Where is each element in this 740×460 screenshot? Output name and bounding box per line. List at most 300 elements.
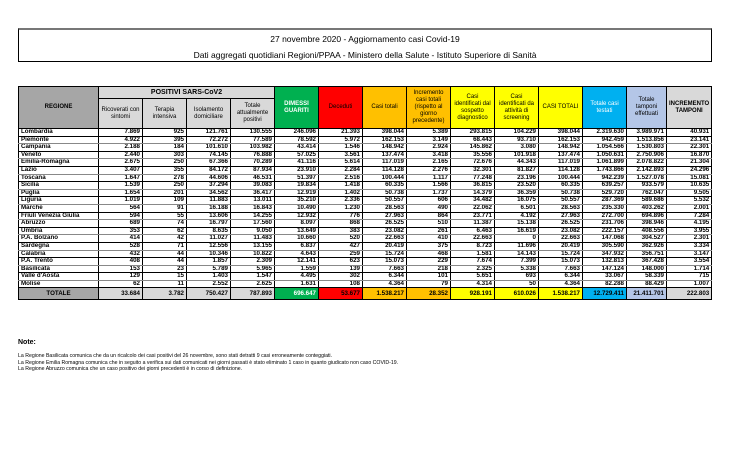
cell-casi-totali: 20.419 (363, 242, 407, 250)
cell-incremento-tamponi: 2.001 (667, 204, 712, 212)
cell-deceduti: 520 (319, 235, 363, 243)
cell-ricoverati: 7.869 (99, 129, 143, 137)
cell-casi-totali-caps: 26.525 (539, 220, 583, 228)
cell-sospetto: 36.815 (451, 182, 495, 190)
cell-isolamento: 12.556 (187, 242, 231, 250)
table-row (19, 273, 712, 281)
total-incremento: 28.352 (407, 288, 451, 300)
cell-incremento-tamponi: 21.304 (667, 159, 712, 167)
cell-tamponi: 148.000 (627, 265, 667, 273)
cell-casi-totali-caps: 162.153 (539, 136, 583, 144)
cell-sospetto: 5.651 (451, 273, 495, 281)
cell-guariti: 8.097 (275, 220, 319, 228)
cell-sospetto: 32.301 (451, 166, 495, 174)
cell-casi-totali-caps: 50.738 (539, 189, 583, 197)
cell-tamponi: 3.989.971 (627, 129, 667, 137)
cell-regione: Lazio (19, 166, 99, 174)
cell-tamponi: 408.556 (627, 227, 667, 235)
table-row (19, 212, 712, 220)
cell-sospetto: 22.663 (451, 235, 495, 243)
cell-terapia: 109 (143, 197, 187, 205)
cell-ricoverati: 528 (99, 242, 143, 250)
cell-casi-totali: 4.364 (363, 280, 407, 288)
cell-totale-positivi: 130.555 (231, 129, 275, 137)
cell-sospetto: 2.325 (451, 265, 495, 273)
cell-casi-totali-caps: 60.335 (539, 182, 583, 190)
cell-screening: 16.075 (495, 197, 539, 205)
cell-regione: Campania (19, 144, 99, 152)
cell-testati: 222.157 (583, 227, 627, 235)
header-terapia: Terapia intensiva (143, 99, 187, 129)
header-casi-totali-caps: CASI TOTALI (539, 87, 583, 129)
cell-deceduti: 2.284 (319, 166, 363, 174)
table-row (19, 166, 712, 174)
cell-regione: Piemonte (19, 136, 99, 144)
cell-regione: Valle d'Aosta (19, 273, 99, 281)
cell-isolamento: 16.797 (187, 220, 231, 228)
cell-guariti: 19.834 (275, 182, 319, 190)
cell-isolamento: 2.552 (187, 280, 231, 288)
cell-screening: 101.918 (495, 151, 539, 159)
cell-sospetto: 23.771 (451, 212, 495, 220)
cell-testati: 1.054.566 (583, 144, 627, 152)
cell-ricoverati: 2.675 (99, 159, 143, 167)
cell-regione: Emilia-Romagna (19, 159, 99, 167)
cell-ricoverati: 414 (99, 235, 143, 243)
cell-incremento: 101 (407, 273, 451, 281)
cell-incremento: 375 (407, 242, 451, 250)
cell-screening: 11.696 (495, 242, 539, 250)
cell-ricoverati: 432 (99, 250, 143, 258)
cell-isolamento: 16.188 (187, 204, 231, 212)
total-casi-totali-caps: 1.538.217 (539, 288, 583, 300)
cell-terapia: 303 (143, 151, 187, 159)
cell-totale-positivi: 9.050 (231, 227, 275, 235)
cell-totale-positivi: 5.965 (231, 265, 275, 273)
cell-testati: 1.050.631 (583, 151, 627, 159)
total-sospetto: 928.191 (451, 288, 495, 300)
cell-tamponi: 398.946 (627, 220, 667, 228)
cell-isolamento: 101.610 (187, 144, 231, 152)
cell-isolamento: 5.789 (187, 265, 231, 273)
cell-casi-totali: 60.335 (363, 182, 407, 190)
cell-incremento: 2.276 (407, 166, 451, 174)
cell-guariti: 51.397 (275, 174, 319, 182)
cell-casi-totali-caps: 137.474 (539, 151, 583, 159)
cell-tamponi: 589.686 (627, 197, 667, 205)
covid-data-table (18, 86, 712, 300)
cell-testati: 639.257 (583, 182, 627, 190)
table-row (19, 159, 712, 167)
total-incremento-tamponi: 222.803 (667, 288, 712, 300)
cell-testati: 305.590 (583, 242, 627, 250)
table-row (19, 258, 712, 266)
cell-screening: 36.359 (495, 189, 539, 197)
cell-casi-totali: 28.563 (363, 204, 407, 212)
cell-casi-totali: 398.044 (363, 129, 407, 137)
total-regione: TOTALE (19, 288, 99, 300)
cell-casi-totali-caps: 23.082 (539, 227, 583, 235)
cell-deceduti: 427 (319, 242, 363, 250)
table-row (19, 197, 712, 205)
cell-deceduti: 5.972 (319, 136, 363, 144)
cell-tamponi: 933.579 (627, 182, 667, 190)
table-row (19, 235, 712, 243)
cell-screening: 3.080 (495, 144, 539, 152)
cell-incremento: 510 (407, 220, 451, 228)
cell-terapia: 925 (143, 129, 187, 137)
cell-terapia: 250 (143, 182, 187, 190)
cell-screening: 93.710 (495, 136, 539, 144)
cell-regione: Calabria (19, 250, 99, 258)
cell-screening: 16.619 (495, 227, 539, 235)
table-row (19, 182, 712, 190)
total-row (19, 288, 712, 300)
cell-incremento: 1.737 (407, 189, 451, 197)
cell-incremento: 229 (407, 258, 451, 266)
cell-deceduti: 868 (319, 220, 363, 228)
cell-isolamento: 44.606 (187, 174, 231, 182)
table-row (19, 280, 712, 288)
cell-guariti: 41.116 (275, 159, 319, 167)
cell-deceduti: 1.402 (319, 189, 363, 197)
cell-isolamento: 72.272 (187, 136, 231, 144)
cell-casi-totali: 15.724 (363, 250, 407, 258)
header-isolamento: Isolamento domiciliare (187, 99, 231, 129)
cell-totale-positivi: 2.309 (231, 258, 275, 266)
cell-deceduti: 383 (319, 227, 363, 235)
cell-incremento: 864 (407, 212, 451, 220)
cell-totale-positivi: 17.560 (231, 220, 275, 228)
cell-sospetto: 11.387 (451, 220, 495, 228)
cell-incremento-tamponi: 16.870 (667, 151, 712, 159)
cell-casi-totali: 23.082 (363, 227, 407, 235)
table-row (19, 250, 712, 258)
cell-testati: 231.706 (583, 220, 627, 228)
cell-incremento: 606 (407, 197, 451, 205)
cell-guariti: 12.919 (275, 189, 319, 197)
cell-casi-totali-caps: 398.044 (539, 129, 583, 137)
cell-testati: 529.720 (583, 189, 627, 197)
cell-regione: Abruzzo (19, 220, 99, 228)
table-row (19, 265, 712, 273)
cell-terapia: 23 (143, 265, 187, 273)
cell-deceduti: 776 (319, 212, 363, 220)
cell-incremento-tamponi: 2.301 (667, 235, 712, 243)
total-casi-totali: 1.538.217 (363, 288, 407, 300)
cell-deceduti: 3.561 (319, 151, 363, 159)
cell-casi-totali: 50.557 (363, 197, 407, 205)
cell-isolamento: 11.883 (187, 197, 231, 205)
cell-casi-totali-caps: 15.724 (539, 250, 583, 258)
cell-tamponi: 1.527.078 (627, 174, 667, 182)
cell-screening: 6.501 (495, 204, 539, 212)
cell-incremento: 5.389 (407, 129, 451, 137)
cell-terapia: 250 (143, 159, 187, 167)
header-casi-totali: Casi totali (363, 87, 407, 129)
table-row (19, 242, 712, 250)
cell-sospetto: 14.379 (451, 189, 495, 197)
cell-guariti: 43.414 (275, 144, 319, 152)
cell-guariti: 1.631 (275, 280, 319, 288)
cell-totale-positivi: 36.417 (231, 189, 275, 197)
cell-casi-totali-caps: 114.128 (539, 166, 583, 174)
cell-incremento-tamponi: 7.284 (667, 212, 712, 220)
cell-testati: 82.288 (583, 280, 627, 288)
cell-tamponi: 58.339 (627, 273, 667, 281)
cell-testati: 1.743.866 (583, 166, 627, 174)
cell-screening: 0 (495, 235, 539, 243)
cell-guariti: 12.932 (275, 212, 319, 220)
cell-sospetto: 293.815 (451, 129, 495, 137)
cell-casi-totali-caps: 50.557 (539, 197, 583, 205)
cell-incremento: 2.165 (407, 159, 451, 167)
cell-casi-totali: 26.525 (363, 220, 407, 228)
cell-screening: 15.138 (495, 220, 539, 228)
table-row (19, 151, 712, 159)
cell-sospetto: 72.676 (451, 159, 495, 167)
cell-isolamento: 10.346 (187, 250, 231, 258)
table-row (19, 136, 712, 144)
cell-terapia: 91 (143, 204, 187, 212)
cell-casi-totali: 7.663 (363, 265, 407, 273)
notes-heading: Note: (18, 339, 36, 346)
cell-casi-totali-caps: 117.019 (539, 159, 583, 167)
cell-guariti: 23.910 (275, 166, 319, 174)
cell-deceduti: 623 (319, 258, 363, 266)
cell-incremento-tamponi: 4.195 (667, 220, 712, 228)
cell-guariti: 10.490 (275, 204, 319, 212)
cell-ricoverati: 2.440 (99, 151, 143, 159)
cell-casi-totali-caps: 22.663 (539, 235, 583, 243)
cell-tamponi: 1.530.803 (627, 144, 667, 152)
cell-incremento-tamponi: 15.081 (667, 174, 712, 182)
cell-regione: P.A. Trento (19, 258, 99, 266)
cell-totale-positivi: 16.843 (231, 204, 275, 212)
cell-ricoverati: 1.539 (99, 182, 143, 190)
cell-incremento: 468 (407, 250, 451, 258)
cell-tamponi: 2.750.906 (627, 151, 667, 159)
cell-guariti: 246.096 (275, 129, 319, 137)
cell-ricoverati: 689 (99, 220, 143, 228)
cell-incremento-tamponi: 1.714 (667, 265, 712, 273)
cell-ricoverati: 408 (99, 258, 143, 266)
cell-incremento-tamponi: 715 (667, 273, 712, 281)
cell-testati: 132.813 (583, 258, 627, 266)
header-positivi-group: POSITIVI SARS-CoV2 (99, 87, 275, 99)
cell-sospetto: 145.862 (451, 144, 495, 152)
cell-ricoverati: 62 (99, 280, 143, 288)
cell-terapia: 278 (143, 174, 187, 182)
cell-ricoverati: 3.407 (99, 166, 143, 174)
header-guariti: DIMESSI GUARITI (275, 87, 319, 129)
header-deceduti: Deceduti (319, 87, 363, 129)
cell-terapia: 395 (143, 136, 187, 144)
cell-guariti: 35.210 (275, 197, 319, 205)
cell-totale-positivi: 10.822 (231, 250, 275, 258)
report-subtitle: Dati aggregati quotidiani Regioni/PPAA - Ministero della Salute - Istituto Superiore di Sanità (193, 50, 537, 60)
cell-regione: P.A. Bolzano (19, 235, 99, 243)
cell-casi-totali: 117.019 (363, 159, 407, 167)
cell-terapia: 15 (143, 273, 187, 281)
cell-isolamento: 67.366 (187, 159, 231, 167)
cell-totale-positivi: 76.888 (231, 151, 275, 159)
cell-sospetto: 34.482 (451, 197, 495, 205)
cell-terapia: 11 (143, 280, 187, 288)
cell-ricoverati: 129 (99, 273, 143, 281)
cell-incremento: 218 (407, 265, 451, 273)
cell-tamponi: 2.142.893 (627, 166, 667, 174)
cell-incremento-tamponi: 9.505 (667, 189, 712, 197)
cell-testati: 147.068 (583, 235, 627, 243)
cell-sospetto: 35.556 (451, 151, 495, 159)
total-totale-positivi: 787.893 (231, 288, 275, 300)
cell-testati: 272.700 (583, 212, 627, 220)
cell-isolamento: 8.635 (187, 227, 231, 235)
cell-isolamento: 34.562 (187, 189, 231, 197)
cell-testati: 235.330 (583, 204, 627, 212)
cell-casi-totali-caps: 15.073 (539, 258, 583, 266)
cell-deceduti: 259 (319, 250, 363, 258)
cell-casi-totali-caps: 6.344 (539, 273, 583, 281)
cell-incremento-tamponi: 3.554 (667, 258, 712, 266)
cell-guariti: 57.025 (275, 151, 319, 159)
cell-incremento-tamponi: 5.532 (667, 197, 712, 205)
table-row (19, 220, 712, 228)
cell-ricoverati: 1.654 (99, 189, 143, 197)
cell-incremento: 79 (407, 280, 451, 288)
cell-ricoverati: 564 (99, 204, 143, 212)
cell-screening: 104.229 (495, 129, 539, 137)
cell-incremento: 261 (407, 227, 451, 235)
cell-totale-positivi: 103.982 (231, 144, 275, 152)
cell-screening: 23.196 (495, 174, 539, 182)
cell-casi-totali: 15.073 (363, 258, 407, 266)
cell-casi-totali-caps: 7.663 (539, 265, 583, 273)
cell-screening: 50 (495, 280, 539, 288)
total-guariti: 696.647 (275, 288, 319, 300)
cell-tamponi: 362.926 (627, 242, 667, 250)
cell-incremento-tamponi: 22.301 (667, 144, 712, 152)
cell-tamponi: 694.896 (627, 212, 667, 220)
cell-casi-totali: 27.963 (363, 212, 407, 220)
cell-totale-positivi: 87.934 (231, 166, 275, 174)
cell-isolamento: 121.761 (187, 129, 231, 137)
cell-guariti: 4.643 (275, 250, 319, 258)
table-row (19, 227, 712, 235)
cell-deceduti: 108 (319, 280, 363, 288)
cell-sospetto: 7.674 (451, 258, 495, 266)
cell-casi-totali: 114.128 (363, 166, 407, 174)
table-row (19, 129, 712, 137)
table-row (19, 174, 712, 182)
cell-guariti: 78.592 (275, 136, 319, 144)
cell-deceduti: 21.393 (319, 129, 363, 137)
cell-deceduti: 2.336 (319, 197, 363, 205)
cell-sospetto: 1.581 (451, 250, 495, 258)
cell-deceduti: 2.516 (319, 174, 363, 182)
total-testati: 12.729.411 (583, 288, 627, 300)
cell-casi-totali-caps: 20.419 (539, 242, 583, 250)
cell-ricoverati: 1.019 (99, 197, 143, 205)
cell-guariti: 13.649 (275, 227, 319, 235)
cell-incremento: 1.566 (407, 182, 451, 190)
cell-deceduti: 1.418 (319, 182, 363, 190)
cell-testati: 347.932 (583, 250, 627, 258)
cell-guariti: 10.660 (275, 235, 319, 243)
header-row-top (19, 87, 712, 99)
cell-ricoverati: 2.188 (99, 144, 143, 152)
cell-ricoverati: 153 (99, 265, 143, 273)
cell-screening: 44.343 (495, 159, 539, 167)
cell-incremento: 490 (407, 204, 451, 212)
cell-isolamento: 1.403 (187, 273, 231, 281)
cell-sospetto: 8.723 (451, 242, 495, 250)
header-totale-positivi: Totale attualmente positivi (231, 99, 275, 129)
cell-ricoverati: 594 (99, 212, 143, 220)
cell-casi-totali-caps: 148.942 (539, 144, 583, 152)
cell-terapia: 355 (143, 166, 187, 174)
cell-terapia: 184 (143, 144, 187, 152)
cell-isolamento: 84.172 (187, 166, 231, 174)
cell-regione: Friuli Venezia Giulia (19, 212, 99, 220)
cell-incremento-tamponi: 3.955 (667, 227, 712, 235)
cell-testati: 942.239 (583, 174, 627, 182)
cell-deceduti: 139 (319, 265, 363, 273)
cell-totale-positivi: 70.289 (231, 159, 275, 167)
cell-casi-totali: 162.153 (363, 136, 407, 144)
cell-totale-positivi: 77.589 (231, 136, 275, 144)
note-line: La Regione Emilia Romagna comunica che in seguito a verifica sui dati comunicati nei giorni passati è stato eliminato 1 caso in quanto giudicato non caso COVID-19. (18, 359, 399, 366)
cell-incremento: 3.418 (407, 151, 451, 159)
total-tamponi: 21.411.701 (627, 288, 667, 300)
cell-regione: Puglia (19, 189, 99, 197)
header-incremento-tamponi: INCREMENTO TAMPONI (667, 87, 712, 129)
cell-deceduti: 1.546 (319, 144, 363, 152)
cell-regione: Liguria (19, 197, 99, 205)
cell-casi-totali: 137.474 (363, 151, 407, 159)
cell-terapia: 74 (143, 220, 187, 228)
cell-regione: Molise (19, 280, 99, 288)
cell-incremento-tamponi: 10.635 (667, 182, 712, 190)
cell-isolamento: 11.027 (187, 235, 231, 243)
cell-testati: 2.319.630 (583, 129, 627, 137)
cell-deceduti: 5.614 (319, 159, 363, 167)
cell-totale-positivi: 14.255 (231, 212, 275, 220)
report-title: 27 novembre 2020 - Aggiornamento casi Covid-19 (270, 34, 460, 44)
cell-regione: Marche (19, 204, 99, 212)
cell-incremento: 1.117 (407, 174, 451, 182)
cell-screening: 23.520 (495, 182, 539, 190)
cell-casi-totali-caps: 4.364 (539, 280, 583, 288)
cell-casi-totali: 6.344 (363, 273, 407, 281)
cell-regione: Sicilia (19, 182, 99, 190)
header-ricoverati: Ricoverati con sintomi (99, 99, 143, 129)
cell-sospetto: 22.062 (451, 204, 495, 212)
cell-casi-totali: 50.738 (363, 189, 407, 197)
cell-ricoverati: 1.647 (99, 174, 143, 182)
cell-guariti: 6.837 (275, 242, 319, 250)
cell-totale-positivi: 46.531 (231, 174, 275, 182)
total-terapia: 3.782 (143, 288, 187, 300)
table-row (19, 189, 712, 197)
notes-section (18, 340, 698, 372)
cell-guariti: 12.141 (275, 258, 319, 266)
cell-sospetto: 4.314 (451, 280, 495, 288)
cell-screening: 5.338 (495, 265, 539, 273)
cell-testati: 287.369 (583, 197, 627, 205)
cell-totale-positivi: 1.547 (231, 273, 275, 281)
